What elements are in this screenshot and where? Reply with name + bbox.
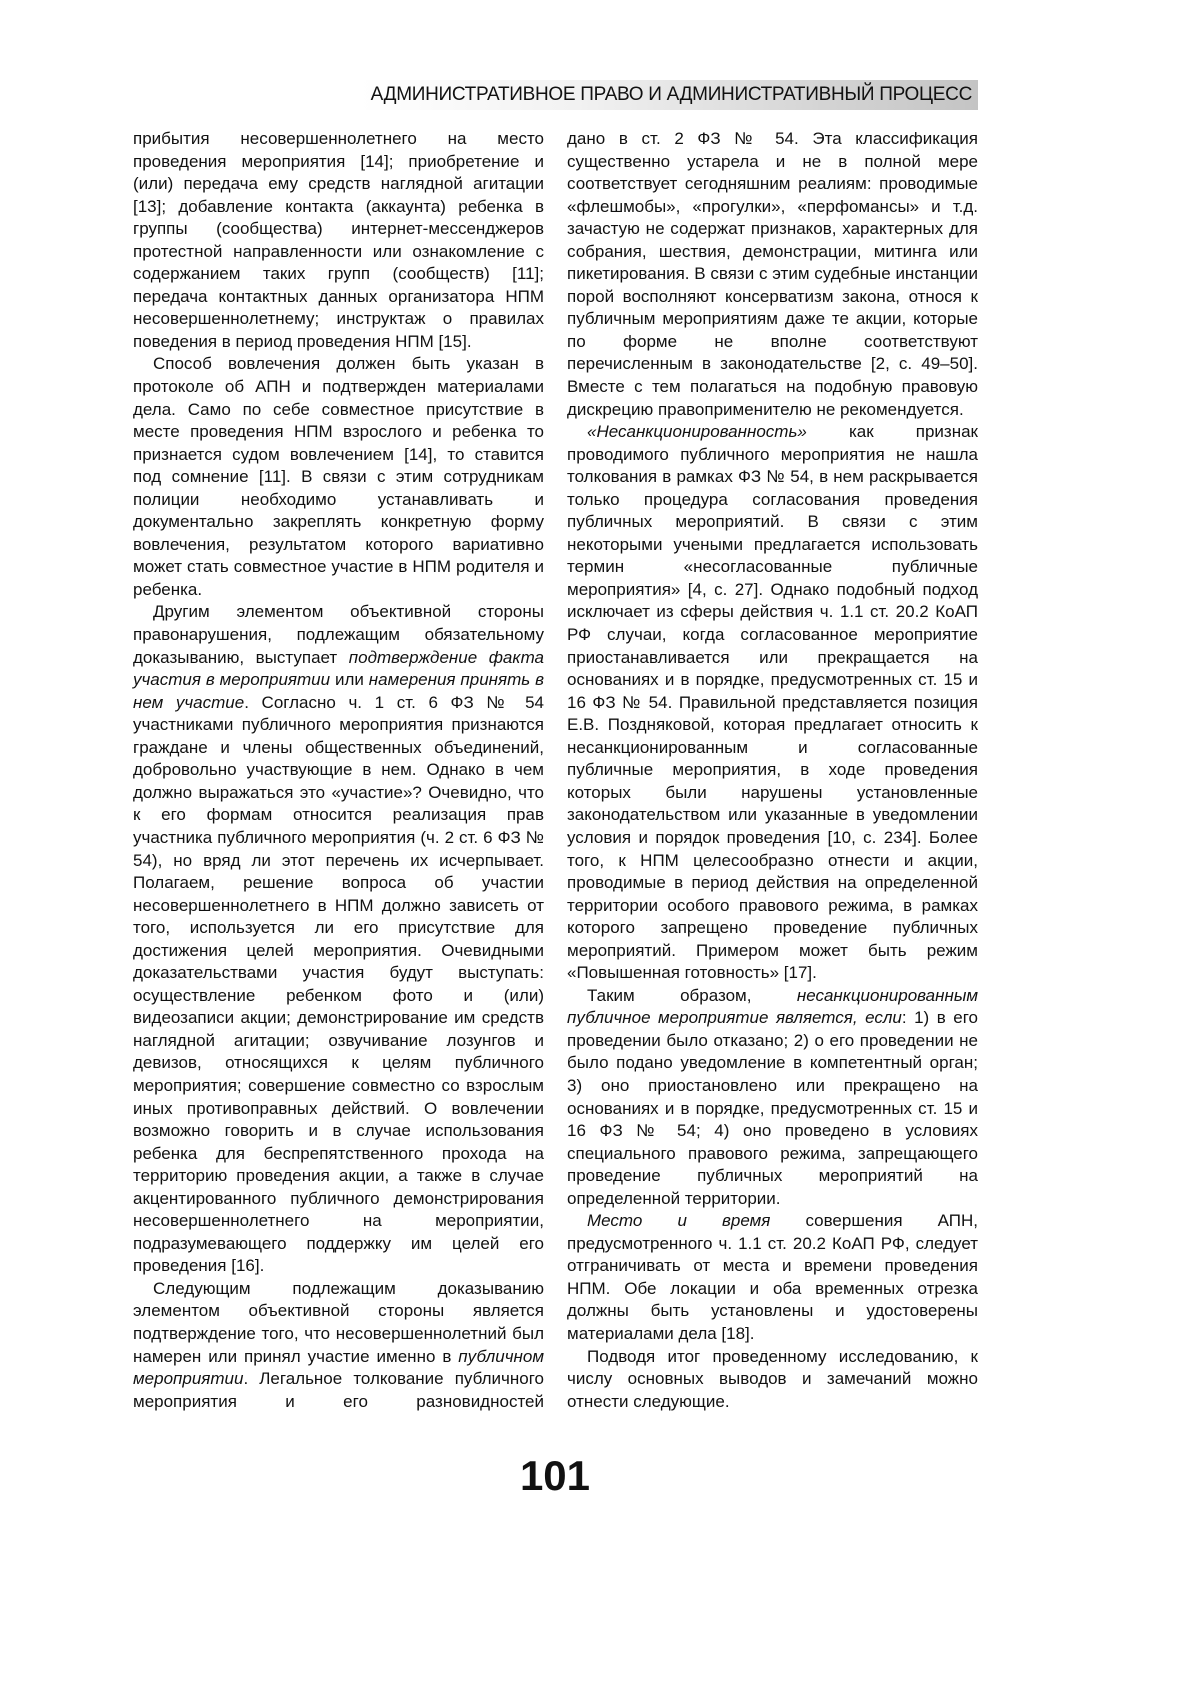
text-run: . Легальное толкование публичного мероприятия и его разновидностей	[133, 1369, 544, 1411]
text-run: Таким образом,	[587, 986, 797, 1005]
paragraph	[133, 601, 544, 1277]
page-number: 101	[0, 1452, 1110, 1500]
paragraph	[567, 985, 978, 1210]
italic-text: Место и время	[587, 1211, 770, 1230]
paragraph	[567, 1346, 978, 1414]
paragraph	[133, 128, 544, 353]
italic-text: намерения принять в нем участие	[133, 670, 544, 712]
italic-text: подтверждение факта участия в мероприятии	[133, 648, 544, 690]
running-header-title: АДМИНИСТРАТИВНОЕ ПРАВО И АДМИНИСТРАТИВНЫЙ ПРОЦЕСС	[371, 84, 972, 106]
italic-text: «Несанкционированность»	[587, 422, 807, 441]
text-run: совершения АПН, предусмотренного ч. 1.1 ст. 20.2 КоАП РФ, следует отграничивать от места и времени проведения НПМ. Обе локации и оба временных отрезка должны быть установлены и удостоверены материалами дела [18].	[567, 1211, 978, 1343]
paragraph	[133, 353, 544, 601]
paragraph	[133, 1278, 544, 1413]
text-run: Подводя итог проведенному исследованию, к числу основных выводов и замечаний можно отнести следующие.	[567, 1347, 978, 1411]
text-run: или	[330, 670, 369, 689]
paragraph	[567, 421, 978, 985]
paragraph	[567, 128, 978, 421]
text-run: Другим элементом объективной стороны правонарушения, подлежащим обязательному доказыванию, выступает	[133, 602, 544, 666]
left-column	[133, 128, 544, 1413]
text-run: прибытия несовершеннолетнего на место проведения мероприятия [14]; приобретение и (или) передача ему средств наглядной агитации [13]; добавление контакта (аккаунта) ребенка в группы (сообщества) интернет-мессенджеров протестной направленности или ознакомление с содержанием таких групп (сообществ) [11]; передача контактных данных организатора НПМ несовершеннолетнему; инструктаж о правилах поведения в период проведения НПМ [15].	[133, 129, 544, 351]
text-run: : 1) в его проведении было отказано; 2) о его проведении не было подано уведомление в компетентный орган; 3) оно приостановлено или прекращено на основаниях и в порядке, предусмотренных ст. 15 и 16 ФЗ № 54; 4) оно проведено в условиях специального правового режима, запрещающего проведение публичных мероприятий на определенной территории.	[567, 1008, 978, 1207]
text-run: Способ вовлечения должен быть указан в протоколе об АПН и подтвержден материалами дела. Само по себе совместное присутствие в месте проведения НПМ взрослого и ребенка то признается судом вовлечением [14], то ставится под сомнение [11]. В связи с этим сотрудникам полиции необходимо устанавливать и документально закреплять конкретную форму вовлечения, результатом которого вариативно может стать совместное участие в НПМ родителя и ребенка.	[133, 354, 544, 598]
italic-text: несанкционированным публичное мероприятие является, если	[567, 986, 978, 1028]
running-header	[360, 80, 978, 110]
paragraph	[567, 1210, 978, 1345]
right-column	[567, 128, 978, 1413]
italic-text: публичном мероприятии	[133, 1347, 544, 1389]
text-run: дано в ст. 2 ФЗ № 54. Эта классификация существенно устарела и не в полной мере соответствует сегодняшним реалиям: проводимые «флешмобы», «прогулки», «перфомансы» и т.д. зачастую не содержат признаков, характерных для собрания, шествия, демонстрации, митинга или пикетирования. В связи с этим судебные инстанции порой восполняют консерватизм закона, относя к публичным мероприятиям даже те акции, которые по форме не вполне соответствуют перечисленным в законодательстве [2, с. 49–50]. Вместе с тем полагаться на подобную правовую дискрецию правоприменителю не рекомендуется.	[567, 129, 978, 419]
text-run: Следующим подлежащим доказыванию элементом объективной стороны является подтверждение того, что несовершеннолетний был намерен или принял участие именно в	[133, 1279, 544, 1366]
text-run: как признак проводимого публичного мероприятия не нашла толкования в рамках ФЗ № 54, в нем раскрывается только процедура согласования проведения публичных мероприятий. В связи с этим некоторыми учеными предлагается использовать термин «несогласованные публичные мероприятия» [4, с. 27]. Однако подобный подход исключает из сферы действия ч. 1.1 ст. 20.2 КоАП РФ случаи, когда согласованное мероприятие приостанавливается или прекращается на основаниях и в порядке, предусмотренных ст. 15 и 16 ФЗ № 54. Правильной представляется позиция Е.В. Поздняковой, которая предлагает относить к несанкционированным и согласованные публичные мероприятия, в ходе проведения которых были нарушены установленные законодательством или указанные в уведомлении условия и порядок проведения [10, с. 234]. Более того, к НПМ целесообразно отнести и акции, проводимые в период действия на определенной территории особого правового режима, в рамках которого запрещено проведение публичных мероприятий. Примером может быть режим «Повышенная готовность» [17].	[567, 422, 978, 982]
text-run: . Согласно ч. 1 ст. 6 ФЗ № 54 участниками публичного мероприятия признаются граждане и члены общественных объединений, добровольно участвующие в нем. Однако в чем должно выражаться это «участие»? Очевидно, что к его формам относится реализация прав участника публичного мероприятия (ч. 2 ст. 6 ФЗ № 54), но вряд ли этот перечень их исчерпывает. Полагаем, решение вопроса об участии несовершеннолетнего в НПМ должно зависеть от того, используется ли его присутствие для достижения целей мероприятия. Очевидными доказательствами участия будут выступать: осуществление ребенком фото и (или) видеозаписи акции; демонстрирование им средств наглядной агитации; озвучивание лозунгов и девизов, относящихся к целям публичного мероприятия; совершение совместно со взрослым иных противоправных действий. О вовлечении возможно говорить и в случае использования ребенка для беспрепятственного прохода на территорию проведения акции, а также в случае акцентированного публичного демонстрирования несовершеннолетнего на мероприятии, подразумевающего поддержку им целей его проведения [16].	[133, 693, 544, 1276]
